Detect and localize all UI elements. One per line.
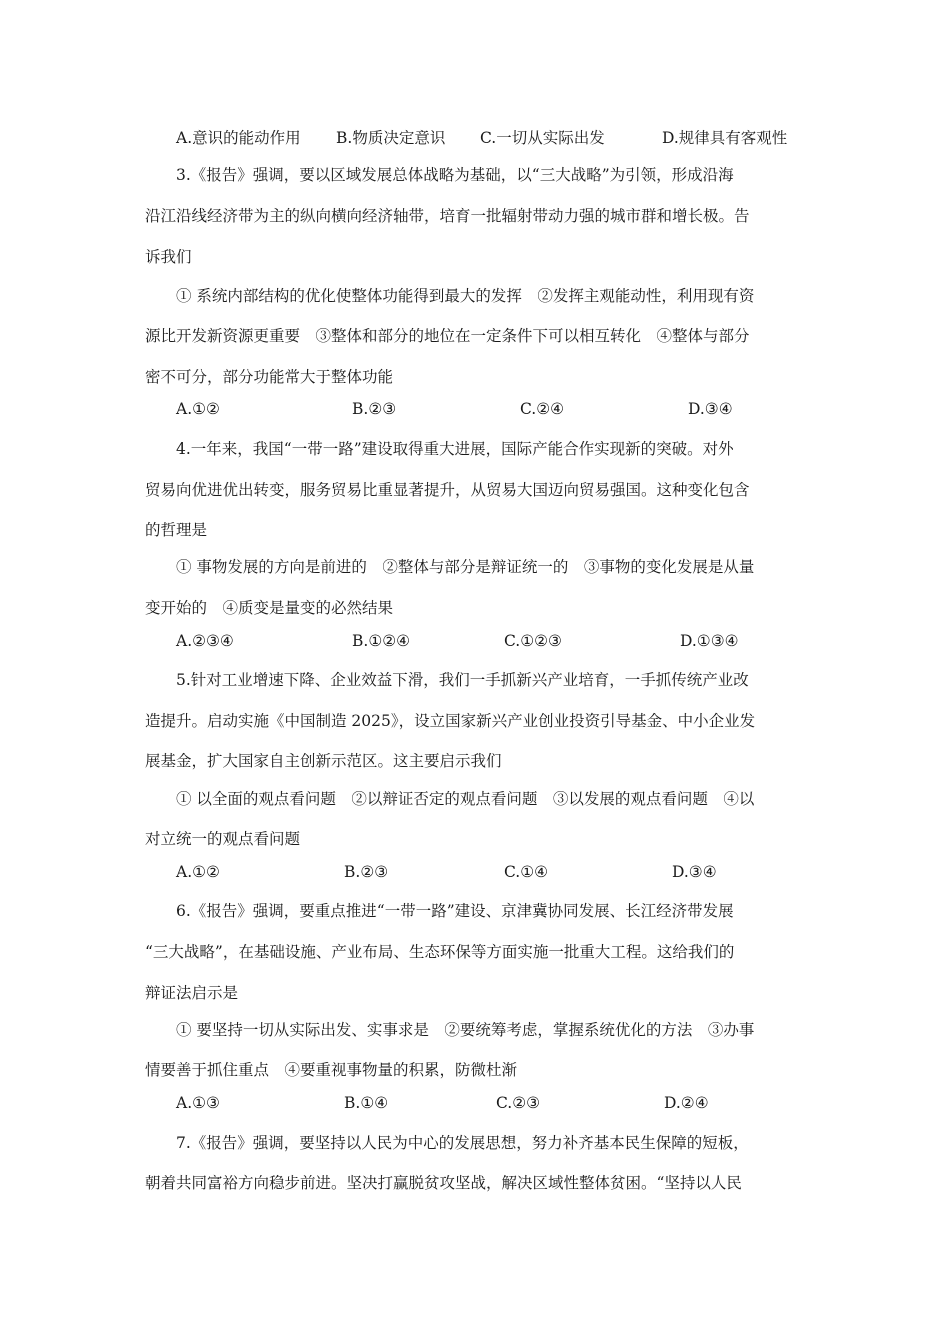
q3-statements-line-2: 源比开发新资源更重要 ③整体和部分的地位在一定条件下可以相互转化 ④整体与部分 <box>145 327 750 345</box>
q3-stem-line-2: 沿江沿线经济带为主的纵向横向经济轴带，培育一批辐射带动力强的城市群和增长极。告 <box>145 207 750 225</box>
q5-stem-line-3: 展基金，扩大国家自主创新示范区。这主要启示我们 <box>145 752 502 770</box>
q3-option-c: C.②④ <box>520 400 565 418</box>
q4-option-d: D.①③④ <box>680 632 739 650</box>
q6-option-c: C.②③ <box>496 1094 541 1112</box>
q3-option-b: B.②③ <box>352 400 397 418</box>
q3-statements-line-3: 密不可分，部分功能常大于整体功能 <box>145 368 394 386</box>
q4-stem-line-3: 的哲理是 <box>145 521 208 539</box>
q6-stem-line-1: 6.《报告》强调，要重点推进“一带一路”建设、京津冀协同发展、长江经济带发展 <box>176 902 734 920</box>
q5-stem-line-1: 5.针对工业增速下降、企业效益下滑，我们一手抓新兴产业培育，一手抓传统产业改 <box>176 671 749 689</box>
q2-option-b: B.物质决定意识 <box>336 129 446 147</box>
q2-option-a: A.意识的能动作用 <box>176 129 301 147</box>
q4-option-c: C.①②③ <box>504 632 562 650</box>
q4-stem-line-1: 4.一年来，我国“一带一路”建设取得重大进展，国际产能合作实现新的突破。对外 <box>176 440 734 458</box>
q5-option-a: A.①② <box>176 863 220 881</box>
q5-option-b: B.②③ <box>344 863 389 881</box>
q5-option-d: D.③④ <box>672 863 717 881</box>
q4-option-a: A.②③④ <box>176 632 234 650</box>
q2-option-d: D.规律具有客观性 <box>662 129 788 147</box>
q5-stem-line-2: 造提升。启动实施《中国制造 2025》，设立国家新兴产业创业投资引导基金、中小企业发 <box>145 712 756 730</box>
q5-statements-line-1: ① 以全面的观点看问题 ②以辩证否定的观点看问题 ③以发展的观点看问题 ④以 <box>176 790 755 808</box>
q6-option-d: D.②④ <box>664 1094 709 1112</box>
q7-stem-line-2: 朝着共同富裕方向稳步前进。坚决打赢脱贫攻坚战，解决区域性整体贫困。“坚持以人民 <box>145 1174 742 1192</box>
q2-option-c: C.一切从实际出发 <box>480 129 605 147</box>
q6-statements-line-1: ① 要坚持一切从实际出发、实事求是 ②要统筹考虑，掌握系统优化的方法 ③办事 <box>176 1021 755 1039</box>
q4-option-b: B.①②④ <box>352 632 411 650</box>
q3-stem-line-1: 3.《报告》强调，要以区域发展总体战略为基础，以“三大战略”为引领，形成沿海 <box>176 166 734 184</box>
q4-statements-line-2: 变开始的 ④质变是量变的必然结果 <box>145 599 394 617</box>
q6-statements-line-2: 情要善于抓住重点 ④要重视事物量的积累，防微杜渐 <box>145 1061 518 1079</box>
q4-statements-line-1: ① 事物发展的方向是前进的 ②整体与部分是辩证统一的 ③事物的变化发展是从量 <box>176 558 755 576</box>
q6-stem-line-3: 辩证法启示是 <box>145 984 239 1002</box>
q6-option-a: A.①③ <box>176 1094 220 1112</box>
q6-stem-line-2: “三大战略”，在基础设施、产业布局、生态环保等方面实施一批重大工程。这给我们的 <box>145 943 735 961</box>
q3-statements-line-1: ① 系统内部结构的优化使整体功能得到最大的发挥 ②发挥主观能动性，利用现有资 <box>176 287 755 305</box>
q4-stem-line-2: 贸易向优进优出转变，服务贸易比重显著提升，从贸易大国迈向贸易强国。这种变化包含 <box>145 481 750 499</box>
q3-option-a: A.①② <box>176 400 220 418</box>
q6-option-b: B.①④ <box>344 1094 389 1112</box>
q5-statements-line-2: 对立统一的观点看问题 <box>145 830 301 848</box>
q5-option-c: C.①④ <box>504 863 549 881</box>
q3-stem-line-3: 诉我们 <box>145 248 192 266</box>
q7-stem-line-1: 7.《报告》强调，要坚持以人民为中心的发展思想，努力补齐基本民生保障的短板， <box>176 1134 749 1152</box>
q3-option-d: D.③④ <box>688 400 733 418</box>
